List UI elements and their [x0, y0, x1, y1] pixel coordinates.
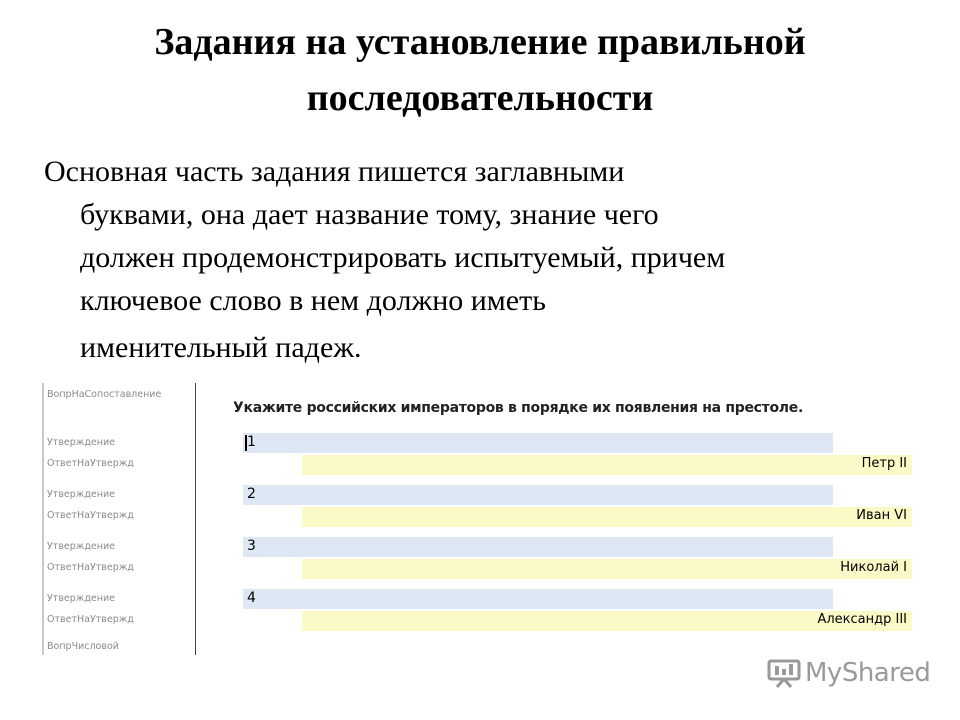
answer-row-3[interactable]	[302, 559, 912, 579]
number-label: 1	[247, 434, 256, 450]
structure-label: ВопрЧисловой	[47, 641, 119, 652]
panel-divider	[195, 383, 196, 655]
answer-row-1[interactable]	[302, 455, 912, 475]
body-line-5: именительный падеж.	[80, 331, 362, 364]
number-field-3[interactable]	[243, 537, 833, 557]
structure-label: Утверждение	[47, 489, 115, 500]
answer-label: Иван VI	[856, 508, 907, 523]
number-label: 3	[247, 538, 256, 554]
slide-body	[44, 150, 924, 369]
number-field-1[interactable]	[243, 433, 833, 453]
structure-panel	[42, 383, 197, 655]
structure-label: ОтветНаУтвержд	[47, 562, 134, 573]
structure-label: Утверждение	[47, 593, 115, 604]
answer-row-2[interactable]	[302, 507, 912, 527]
body-line-4: ключевое слово в нем должно иметь	[80, 284, 546, 317]
structure-label: Утверждение	[47, 541, 115, 552]
body-line-2: буквами, она дает название тому, знание чего	[80, 198, 659, 231]
structure-label: ОтветНаУтвержд	[47, 510, 134, 521]
structure-label: ВопрНаСопоставление	[47, 389, 162, 400]
slide-title-line-2: последовательности	[306, 77, 654, 119]
question-text: Укажите российских императоров в порядке их появления на престоле.	[233, 400, 803, 416]
answer-label: Александр III	[817, 612, 907, 627]
watermark	[767, 655, 930, 691]
number-label: 2	[247, 486, 256, 502]
number-field-2[interactable]	[243, 485, 833, 505]
presentation-icon	[767, 658, 801, 688]
number-field-4[interactable]	[243, 589, 833, 609]
structure-label: Утверждение	[47, 437, 115, 448]
number-label: 4	[247, 590, 256, 606]
structure-panel-border	[42, 383, 44, 655]
structure-label: ОтветНаУтвержд	[47, 458, 134, 469]
watermark-text: MyShared	[805, 658, 931, 688]
body-line-1: Основная часть задания пишется заглавными	[44, 155, 625, 188]
answer-label: Николай I	[840, 560, 907, 575]
answer-label: Петр II	[861, 456, 907, 471]
answer-row-4[interactable]	[302, 611, 912, 631]
slide-title	[20, 14, 940, 126]
structure-label: ОтветНаУтвержд	[47, 614, 134, 625]
body-line-3: должен продемонстрировать испытуемый, причем	[80, 241, 726, 274]
slide-title-line-1: Задания на установление правильной	[154, 21, 806, 63]
